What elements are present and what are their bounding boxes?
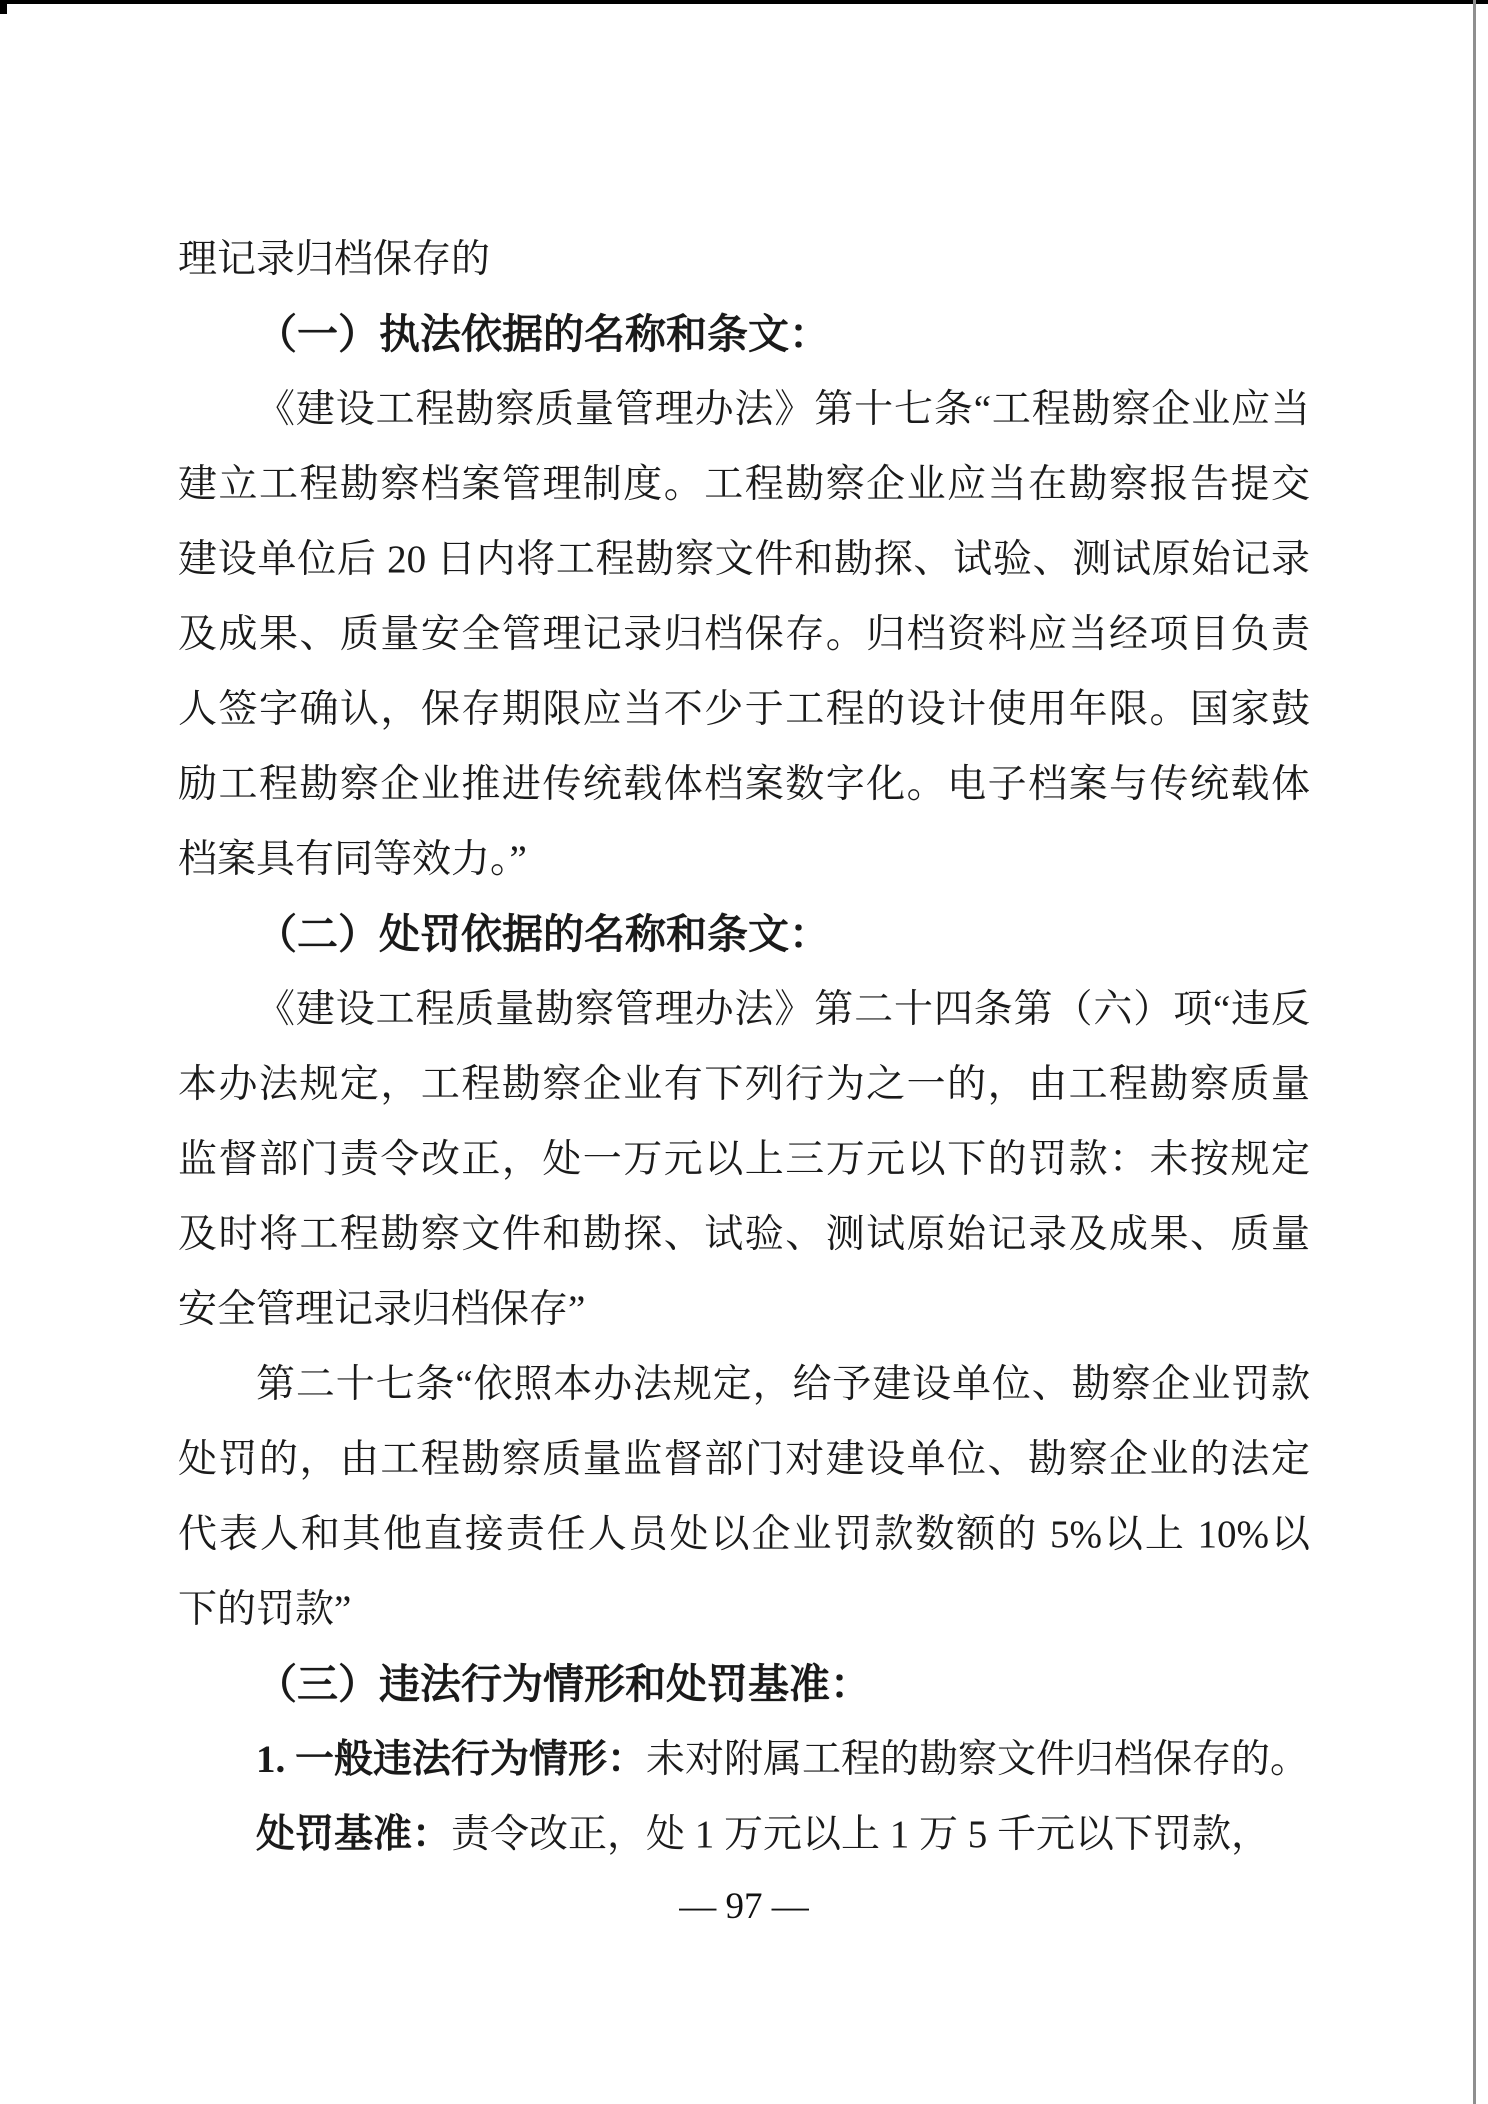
text-line xyxy=(178,1722,1310,1797)
text-line xyxy=(178,672,1310,747)
text-segment: 未对附属工程的勘察文件归档保存的。 xyxy=(646,1738,1310,1781)
text-line xyxy=(178,597,1310,672)
text-line xyxy=(178,747,1310,822)
text-line xyxy=(178,522,1310,597)
section-heading xyxy=(178,1647,1310,1722)
page-number: — 97 — xyxy=(679,1886,809,1927)
text-segment: 档案具有同等效力。” xyxy=(178,838,527,881)
text-line xyxy=(178,1122,1310,1197)
text-segment: 人签字确认，保存期限应当不少于工程的设计使用年限。国家鼓 xyxy=(178,688,1310,731)
text-line xyxy=(178,1347,1310,1422)
text-line xyxy=(178,1572,1310,1647)
text-segment: 代表人和其他直接责任人员处以企业罚款数额的 5%以上 10%以 xyxy=(178,1513,1310,1556)
scan-edge-right-line xyxy=(1473,0,1476,2104)
text-segment: 建设单位后 20 日内将工程勘察文件和勘探、试验、测试原始记录 xyxy=(178,538,1310,581)
text-line xyxy=(178,1197,1310,1272)
text-line xyxy=(178,822,1310,897)
scan-edge-top-line xyxy=(0,0,1488,4)
text-line xyxy=(178,222,1310,297)
text-segment: 本办法规定，工程勘察企业有下列行为之一的，由工程勘察质量 xyxy=(178,1063,1310,1106)
section-heading xyxy=(178,297,1310,372)
text-line xyxy=(178,1422,1310,1497)
text-line xyxy=(178,1497,1310,1572)
text-segment: 励工程勘察企业推进传统载体档案数字化。电子档案与传统载体 xyxy=(178,763,1310,806)
text-segment: 1. 一般违法行为情形： xyxy=(256,1738,647,1781)
text-segment: 《建设工程质量勘察管理办法》第二十四条第（六）项“违反 xyxy=(256,988,1310,1031)
text-segment: （三）违法行为情形和处罚基准： xyxy=(256,1661,871,1707)
text-segment: 理记录归档保存的 xyxy=(178,238,491,281)
text-segment: 《建设工程勘察质量管理办法》第十七条“工程勘察企业应当 xyxy=(256,388,1310,431)
section-heading xyxy=(178,897,1310,972)
text-segment: （一）执法依据的名称和条文： xyxy=(256,311,830,357)
text-line xyxy=(178,447,1310,522)
text-segment: 处罚基准： xyxy=(256,1813,452,1856)
text-segment: 责令改正，处 1 万元以上 1 万 5 千元以下罚款， xyxy=(451,1813,1271,1856)
text-line xyxy=(178,1797,1310,1872)
text-segment: 监督部门责令改正，处一万元以上三万元以下的罚款：未按规定 xyxy=(178,1138,1310,1181)
text-segment: 处罚的，由工程勘察质量监督部门对建设单位、勘察企业的法定 xyxy=(178,1438,1310,1481)
scan-edge-corner-mark xyxy=(0,0,7,14)
text-line xyxy=(178,372,1310,447)
text-segment: 安全管理记录归档保存” xyxy=(178,1288,586,1331)
text-segment: （二）处罚依据的名称和条文： xyxy=(256,911,830,957)
text-segment: 下的罚款” xyxy=(178,1588,352,1631)
text-segment: 及时将工程勘察文件和勘探、试验、测试原始记录及成果、质量 xyxy=(178,1213,1310,1256)
text-line xyxy=(178,972,1310,1047)
text-segment: 第二十七条“依照本办法规定，给予建设单位、勘察企业罚款 xyxy=(256,1363,1310,1406)
text-line xyxy=(178,1272,1310,1347)
text-line xyxy=(178,1047,1310,1122)
text-segment: 及成果、质量安全管理记录归档保存。归档资料应当经项目负责 xyxy=(178,613,1310,656)
text-segment: 建立工程勘察档案管理制度。工程勘察企业应当在勘察报告提交 xyxy=(178,463,1310,506)
document-body xyxy=(178,222,1310,1872)
